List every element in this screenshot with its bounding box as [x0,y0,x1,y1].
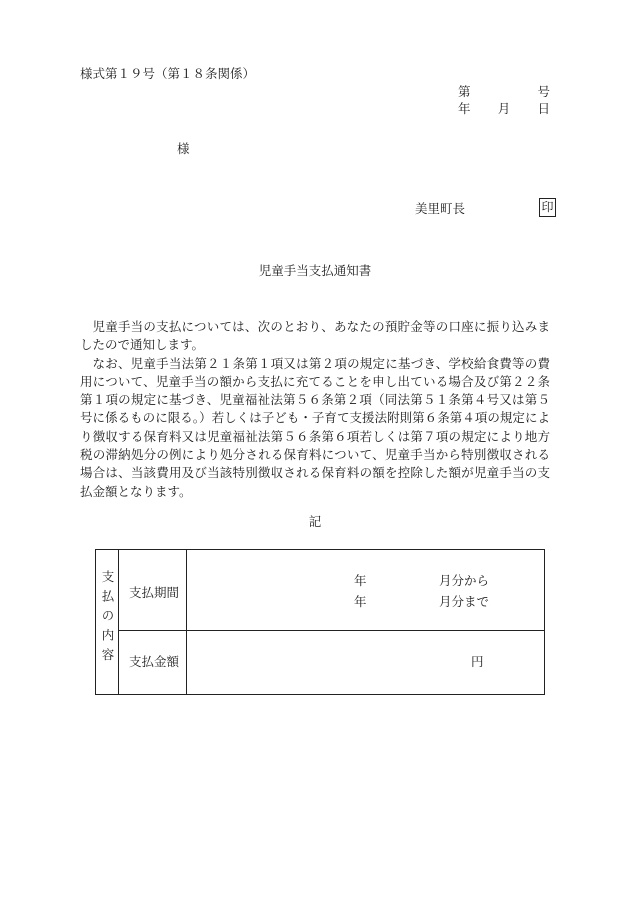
date-month: 月 [497,101,511,116]
number-suffix: 号 [537,84,550,99]
body-text [80,318,550,501]
body-paragraph-2: なお、児童手当法第２１条第１項又は第２項の規定に基づき、学校給食費等の費用について、児童手当の額から支払に充てることを申し出ている場合及び第２２条第１項の規定に基づき、児童福祉法第５６条第２項（同法第５１条第４号又は第５号に係るものに限る。）若しくは子ども・子育て支援法附則第６条第４項の規定により徴収する保育料又は児童福祉法第５６条第６項若しくは第７項の規定により地方税の滞納処分の例により処分される保育料について、児童手当から特別徴収される場合は、当該費用及び当該特別徴収される保育料の額を控除した額が児童手当の支払金額となります。 [80,355,550,499]
number-prefix: 第 [458,84,471,99]
date-line [458,101,550,116]
period-start-month: 月分から [439,573,490,588]
payment-content-label: 支払の内容 [100,570,115,668]
ki-label: 記 [308,514,322,529]
payment-period-label: 支払期間 [129,585,180,600]
document-title: 児童手当支払通知書 [258,263,372,278]
side-label-cell [96,550,119,694]
document-number-line [458,84,550,99]
sender-title: 美里町長 [415,201,466,216]
period-end-month: 月分まで [439,594,490,609]
payment-details-table [95,549,545,695]
recipient-honorific: 様 [177,141,190,156]
period-start-year: 年 [354,573,367,588]
amount-yen-unit: 円 [471,654,484,669]
body-paragraph-1: 児童手当の支払については、次のとおり、あなたの預貯金等の口座に振り込みましたので通知します。 [80,319,550,353]
form-number: 様式第１９号（第１８条関係） [80,66,256,81]
period-end-year: 年 [354,594,367,609]
row-divider [118,630,544,631]
seal-mark: 印 [539,198,556,217]
date-year: 年 [458,101,471,116]
date-day: 日 [537,101,550,116]
payment-amount-label: 支払金額 [129,654,180,669]
label-column [118,550,187,694]
